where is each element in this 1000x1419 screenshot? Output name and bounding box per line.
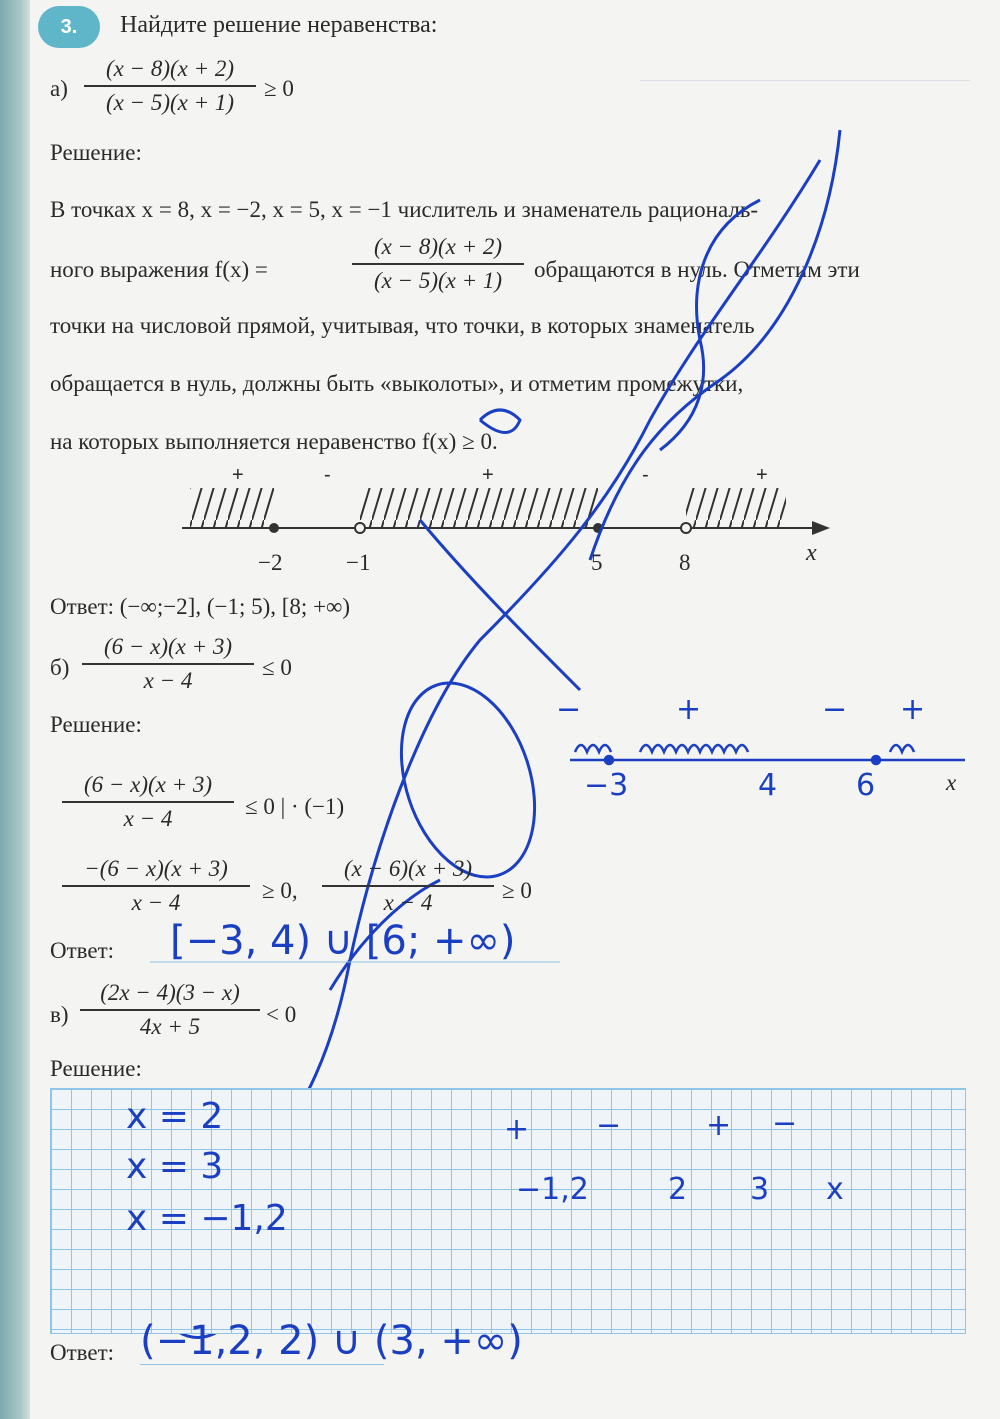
part-a-text-line2-start: ного выражения f(x) =	[50, 257, 268, 282]
hand-sign-b-4: +	[900, 692, 926, 727]
part-b-relation: ≤ 0	[262, 655, 292, 680]
part-b-solution-label: Решение:	[50, 712, 142, 737]
part-c-denominator: 4x + 5	[139, 1014, 201, 1039]
hand-tick-b-4: 4	[758, 768, 778, 803]
hatch-region-1	[190, 488, 274, 528]
part-c-numerator: (2x − 4)(3 − x)	[100, 980, 240, 1005]
part-a-relation: ≥ 0	[264, 76, 294, 101]
tick-a-minus1: −1	[346, 550, 371, 575]
tick-a-minus2: −2	[258, 550, 283, 575]
inline-numerator: (x − 8)(x + 2)	[373, 234, 503, 259]
axis-a-label: x	[806, 540, 817, 566]
part-b-answer-label: Ответ:	[50, 938, 115, 963]
part-a-text-line2-end: обращаются в нуль. Отметим эти	[534, 257, 860, 282]
part-a-text-line3: точки на числовой прямой, учитывая, что точки, в которых знаменатель	[50, 313, 755, 338]
tick-a-5: 5	[591, 550, 603, 575]
part-b-hand-answer: [−3, 4) ∪ [6; +∞)	[170, 918, 516, 964]
inline-denominator: (x − 5)(x + 1)	[373, 268, 503, 293]
hand-sign-b-1: −	[556, 692, 582, 727]
hand-axis-b-label: x	[946, 770, 957, 795]
hand-sign-c-4: −	[772, 1106, 798, 1141]
part-c-relation: < 0	[266, 1002, 297, 1027]
tick-a-8: 8	[679, 550, 691, 575]
hand-sign-c-3: +	[706, 1108, 732, 1143]
fraction-bar	[322, 885, 494, 887]
hatch-region-2	[360, 488, 598, 528]
hand-number-line-b	[570, 745, 965, 764]
part-b-fraction	[82, 634, 254, 694]
part-a-text-line1: В точках x = 8, x = −2, x = 5, x = −1 числитель и знаменатель рациональ-	[50, 197, 759, 222]
sign-a-2: -	[324, 464, 331, 486]
answer-c-underline	[140, 1364, 384, 1365]
hand-tick-b-6: 6	[856, 768, 876, 803]
hand-tick-c-2: 2	[668, 1172, 688, 1207]
hand-sign-c-2: −	[596, 1108, 622, 1143]
point-minus1	[355, 523, 365, 533]
part-b-step2b-fraction	[322, 856, 494, 916]
point-8	[681, 523, 691, 533]
hand-hatch-b1	[575, 745, 611, 752]
part-b-label: б)	[50, 655, 70, 680]
hand-hatch-b3	[890, 745, 914, 752]
hand-sign-b-2: +	[676, 692, 702, 727]
hand-hatch-b2	[640, 745, 748, 752]
part-c-hand-answer: (−1,2, 2) ∪ (3, +∞)	[140, 1318, 523, 1364]
hand-line-c-3: x = −1,2	[126, 1198, 288, 1239]
hand-point-minus3	[605, 756, 613, 764]
point-minus2	[269, 523, 279, 533]
part-b-denominator: x − 4	[143, 668, 193, 693]
hatch-region-3	[686, 488, 786, 528]
part-a-text-line4: обращается в нуль, должны быть «выколоты», и отметим промежутки,	[50, 371, 744, 396]
part-b-step2b-relation: ≥ 0	[502, 878, 532, 903]
part-b-step1-fraction	[62, 772, 234, 832]
part-c-label: в)	[50, 1002, 69, 1027]
step2b-denominator: x − 4	[383, 890, 433, 915]
part-c-solution-label: Решение:	[50, 1056, 142, 1081]
sign-a-3: +	[482, 464, 494, 486]
sign-a-1: +	[232, 464, 244, 486]
step1-numerator: (6 − x)(x + 3)	[83, 772, 213, 797]
number-line-a	[182, 488, 830, 535]
ink-stroke-4	[420, 520, 580, 690]
hand-line-c-1: x = 2	[126, 1096, 224, 1137]
axis-arrow-a	[812, 521, 830, 535]
hand-point-6	[872, 756, 880, 764]
part-b-step2a-fraction	[62, 856, 250, 916]
step2a-denominator: x − 4	[131, 890, 181, 915]
hand-sign-c-1: +	[504, 1112, 530, 1147]
fraction-bar	[80, 1009, 260, 1011]
fraction-bar	[62, 801, 234, 803]
part-a-text-line5: на которых выполняется неравенство f(x) ≥ 0.	[50, 429, 498, 454]
part-a-solution-label: Решение:	[50, 140, 142, 165]
hand-tick-c-3: 3	[750, 1172, 770, 1207]
hand-axis-c-label: x	[826, 1172, 844, 1207]
part-a-denominator: (x − 5)(x + 1)	[105, 90, 235, 115]
sign-a-5: +	[756, 464, 768, 486]
hand-tick-b-minus3: −3	[584, 768, 629, 803]
step2a-numerator: −(6 − x)(x + 3)	[84, 856, 228, 881]
sign-a-4: -	[642, 464, 649, 486]
fraction-bar	[62, 885, 250, 887]
part-b-step1-relation: ≤ 0 | · (−1)	[245, 794, 345, 819]
task-number-badge: 3.	[38, 6, 100, 48]
step2b-numerator: (x − 6)(x + 3)	[343, 856, 473, 881]
part-b-step2a-relation: ≥ 0,	[262, 878, 298, 903]
part-a-label: а)	[50, 76, 68, 101]
part-b-numerator: (6 − x)(x + 3)	[103, 634, 233, 659]
step1-denominator: x − 4	[123, 806, 173, 831]
fraction-bar	[82, 663, 254, 665]
part-c-answer-label: Ответ:	[50, 1340, 115, 1365]
ink-stroke-1	[255, 160, 820, 1160]
hand-sign-b-3: −	[822, 692, 848, 727]
part-c-fraction	[80, 980, 260, 1040]
ink-small-o	[480, 410, 520, 433]
part-a-numerator: (x − 8)(x + 2)	[105, 56, 235, 81]
hand-tick-c-minus1-2: −1,2	[516, 1172, 589, 1207]
hand-line-c-2: x = 3	[126, 1146, 224, 1187]
task-title: Найдите решение неравенства:	[120, 12, 438, 38]
part-a-answer: Ответ: (−∞;−2], (−1; 5), [8; +∞)	[50, 594, 351, 619]
